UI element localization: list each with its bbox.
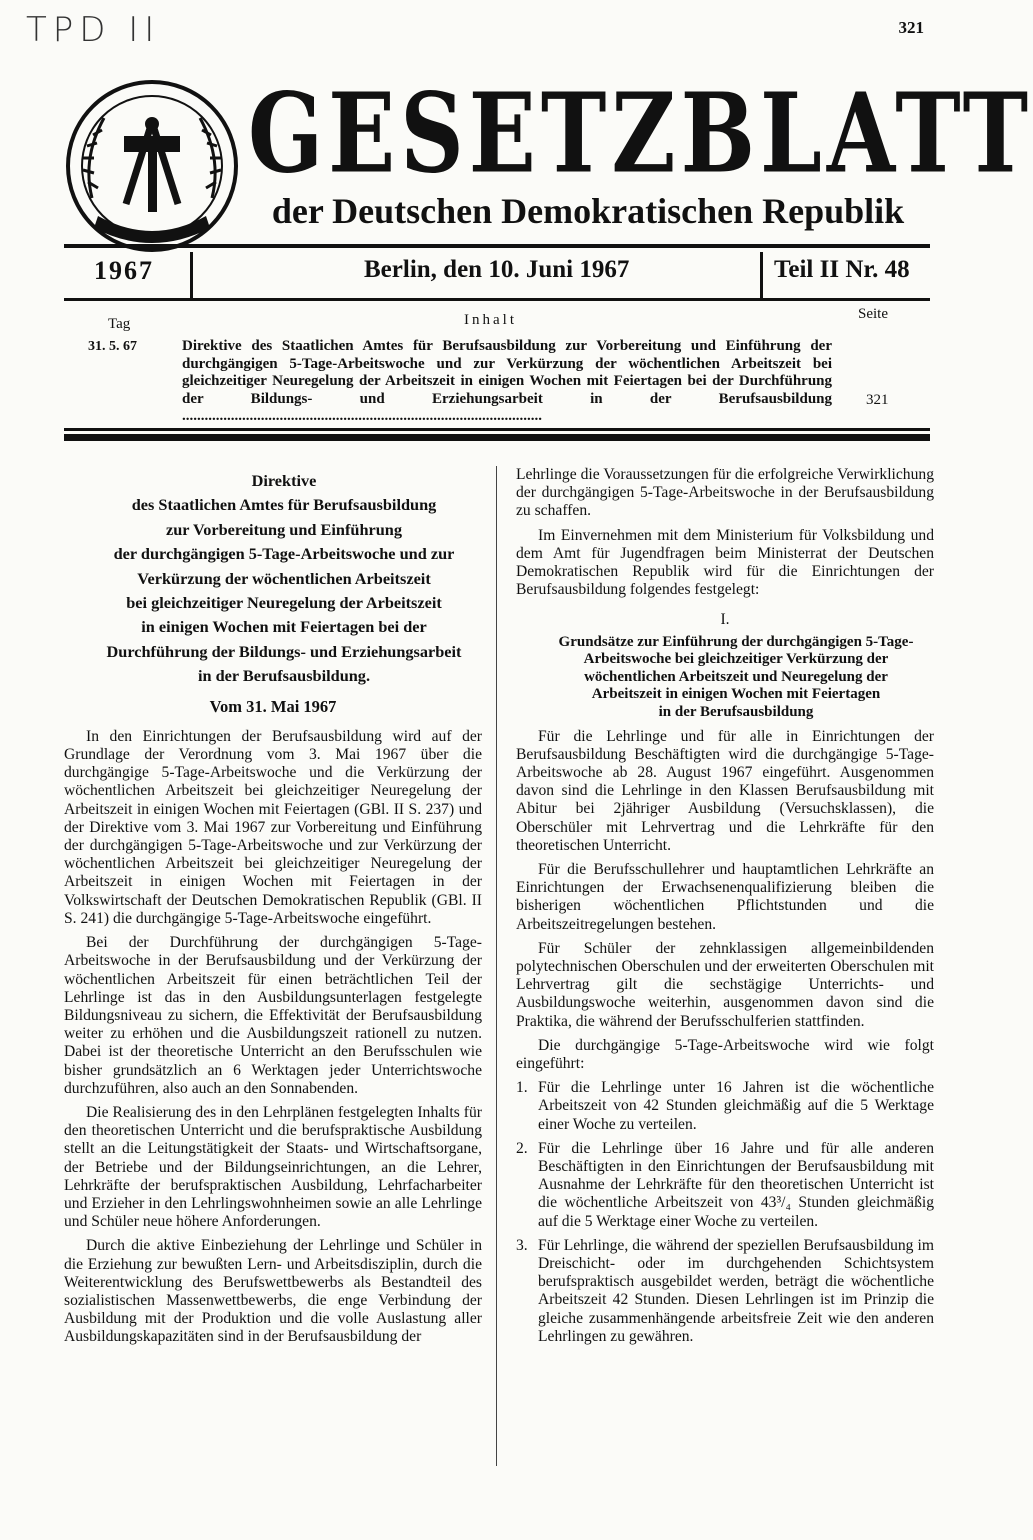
title-line: Durchführung der Bildungs- und Erziehungsarbeit [106, 641, 462, 661]
paragraph: Die durchgängige 5-Tage-Arbeitswoche wird wie folgt eingeführt: [516, 1036, 934, 1073]
state-emblem-icon [64, 78, 240, 254]
title-line: in einigen Wochen mit Feiertagen bei der [141, 617, 427, 637]
list-item [516, 1237, 934, 1346]
divider [760, 252, 763, 298]
list-item [516, 1140, 934, 1231]
issue-place-date: Berlin, den 10. Juni 1967 [364, 256, 630, 283]
section-heading-line: Grundsätze zur Einführung der durchgängigen 5-Tage- [558, 633, 914, 650]
left-column [64, 466, 482, 1353]
paragraph: Lehrlinge die Voraussetzungen für die erfolgreiche Verwirklichung der durchgängigen 5-Tage-Arbeitswoche in der Berufsausbildung zu schaffen. [516, 466, 934, 520]
title-line: Verkürzung der wöchentlichen Arbeitszeit [137, 568, 431, 588]
list-item-number: 1. [516, 1079, 528, 1097]
list-item-text: Für die Lehrlinge unter 16 Jahren ist die wöchentliche Arbeitszeit von 42 Stunden gleichmäßig auf die 5 Werktage einer Woche zu verteilen. [538, 1079, 934, 1133]
handwritten-mark: TPD II [26, 10, 161, 50]
section-heading-line: in der Berufsausbildung [658, 704, 814, 720]
section-number: I. [720, 611, 730, 629]
issue-part: Teil II Nr. 48 [774, 256, 910, 283]
directive-date: Vom 31. Mai 1967 [209, 696, 337, 716]
paragraph: Durch die aktive Einbeziehung der Lehrlinge und Schüler in die Erziehung zur bewußten Lern- und Arbeitsdisziplin, durch die Weiterentwicklung des Berufswettbewerbs als Bestandteil des sozialistischen Massenwettbewerbs, die enge Verbindung der Ausbildung mit der Produktion und die volle Auslastung aller Ausbildungskapazitäten sind in der Berufsausbildung der [64, 1237, 482, 1346]
page-number: 321 [898, 18, 924, 37]
list-item-number: 2. [516, 1139, 528, 1157]
toc-entry-text: Direktive des Staatlichen Amtes für Berufsausbildung zur Vorbereitung und Einführung der durchgängigen 5-Tage-Arbeitswoche und zur Verkürzung der wöchentlichen Arbeitszeit bei gleichzeitiger Neuregelung der Arbeitszeit in einigen Wochen mit Feiertagen bei der Durchführung der Bildungs- und Erziehungsarbeit in der Berufsausbildung ................................................................................................ [182, 338, 832, 425]
toc-entry-page: 321 [866, 392, 889, 408]
paragraph: Im Einvernehmen mit dem Ministerium für Volksbildung und dem Amt für Jugendfragen beim Ministerrat der Deutschen Demokratischen Republik wird für die Einrichtungen der Berufsausbildung folgendes festgelegt: [516, 526, 934, 599]
paragraph: Für Schüler der zehnklassigen allgemeinbildenden polytechnischen Oberschulen und der erweiterten Oberschulen mit Lehrvertrag gilt die sechstägige Unterrichts- und Ausbildungswoche weiterhin, ausgenommen davon sind die Praktika, die während der Berufsschulferien stattfinden. [516, 939, 934, 1030]
issue-bar [64, 250, 930, 298]
paragraph: Bei der Durchführung der durchgängigen 5-Tage-Arbeitswoche in der Berufsausbildung und der Verkürzung der wöchentlichen Arbeitszeit für einen beträchtlichen Teil der Lehrlinge ist das in den Ausbildungsunterlagen festgelegte Bildungsniveau zu sichern, die Effektivität der Berufsausbildung weiter zu erhöhen und die Ausbildungszeit rationell zu nutzen. Dabei ist der theoretische Unterricht an den Berufsschulen wie bisher grundsätzlich an 6 Werktagen jeder Unterrichtswoche durchzuführen, also auch an den Sonnabenden. [64, 934, 482, 1097]
list-item-text: Für Lehrlinge, die während der speziellen Berufsausbildung im Dreischicht- oder im durchgehenden Schichtsystem berufspraktisch ausgebildet werden, beträgt die wöchentliche Arbeitszeit 42 Stunden. Diesen Lehrlingen ist im Prinzip die gleiche zusammenhängende arbeitsfreie Zeit wie den anderen Lehrlingen zu gewähren. [538, 1236, 934, 1345]
title-line: in der Berufsausbildung. [197, 666, 371, 686]
title-line: Direktive [251, 471, 317, 490]
issue-year: 1967 [94, 256, 154, 285]
paragraph: Für die Lehrlinge und für alle in Einrichtungen der Berufsausbildung Beschäftigten wird die durchgängige 5-Tage-Arbeitswoche ab 28. August 1967 eingeführt. Ausgenommen davon sind die Lehrlinge in den Klassen Berufsausbildung mit Abitur bei 2jähriger Ausbildung (Versuchsklassen), die Oberschüler mit Lehrvertrag und die Lehrkräfte für den theoretischen Unterricht. [516, 727, 934, 854]
masthead-subtitle: der Deutschen Demokratischen Republik [271, 191, 905, 231]
section-heading-line: Arbeitszeit in einigen Wochen mit Feiertagen [591, 686, 881, 703]
list-item-text: Für die Lehrlinge über 16 Jahre und für alle anderen Beschäftigten in den Einrichtungen der Berufsausbildung mit Ausnahme der Lehrkräfte für den theoretischen Unterricht ist die wöchentliche Arbeitszeit von 43³/₄ Stunden gleichmäßig auf die 5 Werktage einer Woche zu verteilen. [538, 1139, 934, 1230]
title-line: der durchgängigen 5-Tage-Arbeitswoche und zur [113, 544, 455, 564]
paragraph: Für die Berufsschullehrer und hauptamtlichen Lehrkräfte an Einrichtungen der Erwachsenenqualifizierung bleiben die bisherigen wöchentlichen Pflichtstunden und die Arbeitszeitregelungen bestehen. [516, 861, 934, 933]
column-divider [496, 466, 497, 1466]
toc-col-tag: Tag [108, 316, 131, 332]
toc-col-inhalt: Inhalt [464, 312, 517, 328]
title-line: bei gleichzeitiger Neuregelung der Arbeitszeit [126, 593, 442, 613]
toc-rule-2 [64, 434, 930, 441]
directive-title [64, 472, 482, 686]
paragraph: In den Einrichtungen der Berufsausbildung wird auf der Grundlage der Verordnung vom 3. Mai 1967 über die durchgängige 5-Tage-Arbeitswoche und die Verkürzung der wöchentlichen Arbeitszeit bei gleichzeitiger Neuregelung der Arbeitszeit in einigen Wochen mit Feiertagen (GBl. II S. 237) und der Direktive vom 3. Mai 1967 zur Vorbereitung und Einführung der durchgängigen 5-Tage-Arbeitswoche und zur Verkürzung der wöchentlichen Arbeitszeit bei gleichzeitiger Neuregelung der Arbeitszeit in einigen Wochen mit Feiertagen in der Volkswirtschaft der Deutschen Demokratischen Republik (GBl. II S. 241) die durchgängige 5-Tage-Arbeitswoche eingeführt. [64, 727, 482, 927]
masthead-title: GESETZBLATT [248, 67, 1033, 198]
divider [190, 252, 193, 298]
section-heading-line: Arbeitswoche bei gleichzeitiger Verkürzung der [583, 651, 889, 668]
section-heading [516, 634, 934, 722]
top-rule [64, 244, 930, 248]
list-item-number: 3. [516, 1236, 528, 1254]
toc-entry-date: 31. 5. 67 [88, 339, 137, 354]
section-heading-line: wöchentlichen Arbeitszeit und Neuregelung der [584, 668, 888, 685]
list-item [516, 1079, 934, 1134]
right-column [516, 466, 934, 1352]
paragraph: Die Realisierung des in den Lehrplänen festgelegten Inhalts für den theoretischen Unterricht und die berufspraktische Ausbildung stellt an die Leitungstätigkeit der Staats- und Wirtschaftsorgane, der Betriebe und der Bildungseinrichtungen, an die Lehrer, Lehrkräfte der berufspraktischen Ausbildung, Lehrfacharbeiter und Erzieher in den Lehrlingswohnheimen sowie an alle Lehrlinge und Schüler neue höhere Anforderungen. [64, 1103, 482, 1231]
toc-col-seite: Seite [858, 306, 888, 322]
toc-rule-1 [64, 428, 930, 431]
title-line: des Staatlichen Amtes für Berufsausbildung [131, 495, 437, 515]
title-line: zur Vorbereitung und Einführung [165, 519, 402, 539]
numbered-list [516, 1079, 934, 1346]
issue-rule [64, 298, 930, 301]
